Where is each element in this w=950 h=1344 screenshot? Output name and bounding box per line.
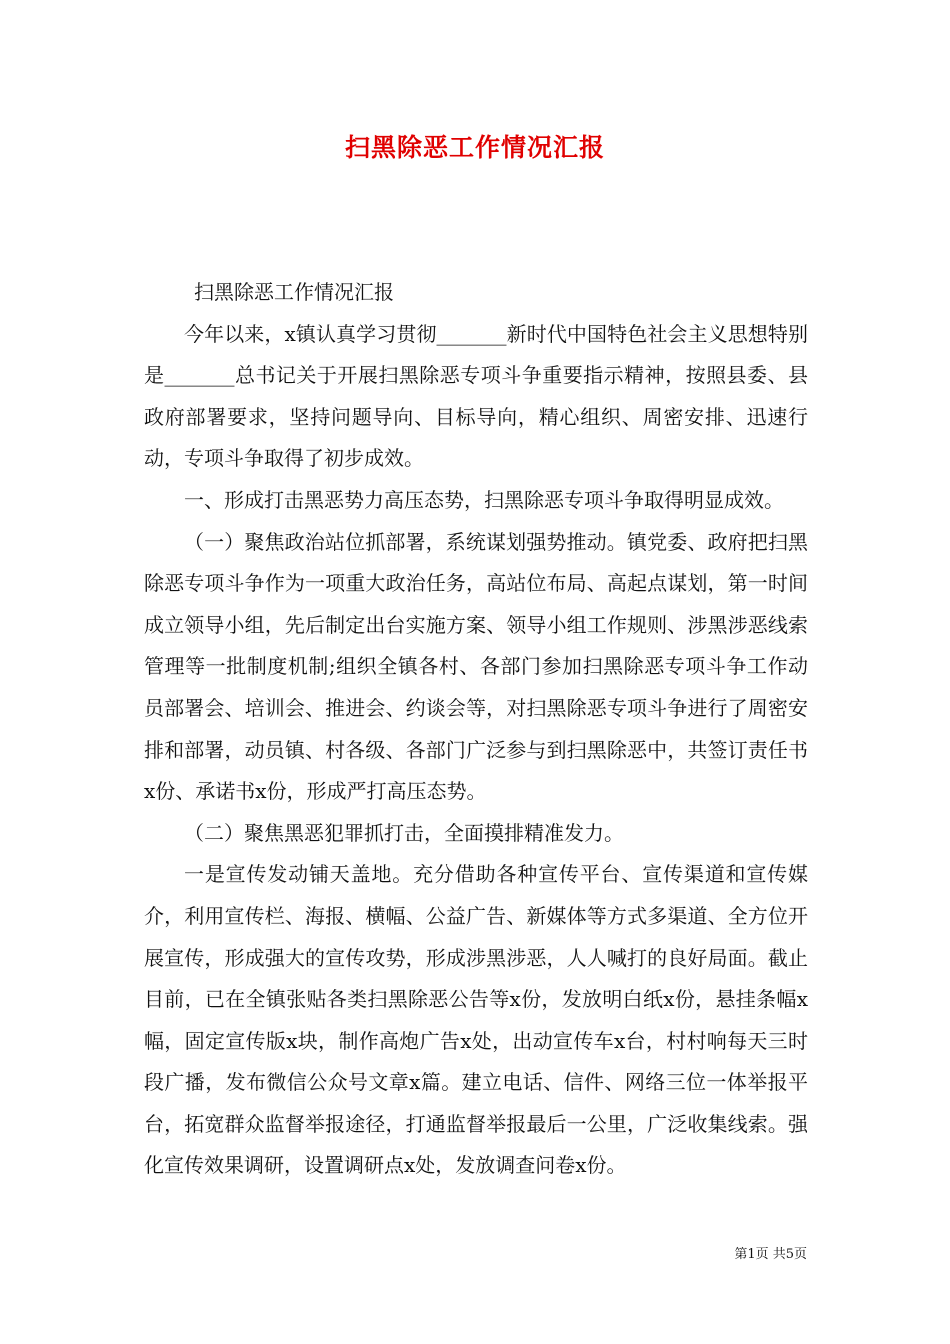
paragraph-heading: 扫黑除恶工作情况汇报 bbox=[194, 280, 394, 304]
paragraph-propaganda: 一是宣传发动铺天盖地。充分借助各种宣传平台、宣传渠道和宣传媒介，利用宣传栏、海报、横幅、公益广告、新媒体等方式多渠道、全方位开展宣传，形成强大的宣传攻势，形成涉黑涉恶，人人喊打的良好局面。截止目前，已在全镇张贴各类扫黑除恶公告等x份，发放明白纸x份，悬挂条幅x幅，固定宣传版x块，制作高炮广告x处，出动宣传车x台，村村响每天三时段广播，发布微信公众号文章x篇。建立电话、信件、网络三位一体举报平台，拓宽群众监督举报途径，打通监督举报最后一公里，广泛收集线索。强化宣传效果调研，设置调研点x处，发放调查问卷x份。 bbox=[144, 862, 808, 1178]
paragraph-subsection-one: （一）聚焦政治站位抓部署，系统谋划强势推动。镇党委、政府把扫黑除恶专项斗争作为一项重大政治任务，高站位布局、高起点谋划，第一时间成立领导小组，先后制定出台实施方案、领导小组工作规则、涉黑涉恶线索管理等一批制度机制;组织全镇各村、各部门参加扫黑除恶专项斗争工作动员部署会、培训会、推进会、约谈会等，对扫黑除恶专项斗争进行了周密安排和部署，动员镇、村各级、各部门广泛参与到扫黑除恶中，共签订责任书x份、承诺书x份，形成严打高压态势。 bbox=[144, 529, 808, 804]
paragraph-section-one: 一、形成打击黑恶势力高压态势，扫黑除恶专项斗争取得明显成效。 bbox=[184, 487, 784, 512]
document-title: 扫黑除恶工作情况汇报 bbox=[344, 133, 605, 162]
page-number-footer: 第1页 共5页 bbox=[734, 1247, 807, 1262]
paragraph-intro: 今年以来，x镇认真学习贯彻_______新时代中国特色社会主义思想特别是_______总书记关于开展扫黑除恶专项斗争重要指示精神，按照县委、县政府部署要求，坚持问题导向、目标导向，精心组织、周密安排、迅速行动，专项斗争取得了初步成效。 bbox=[144, 321, 808, 471]
paragraph-subsection-two: （二）聚焦黑恶犯罪抓打击，全面摸排精准发力。 bbox=[184, 820, 624, 845]
document-body bbox=[144, 272, 808, 1187]
